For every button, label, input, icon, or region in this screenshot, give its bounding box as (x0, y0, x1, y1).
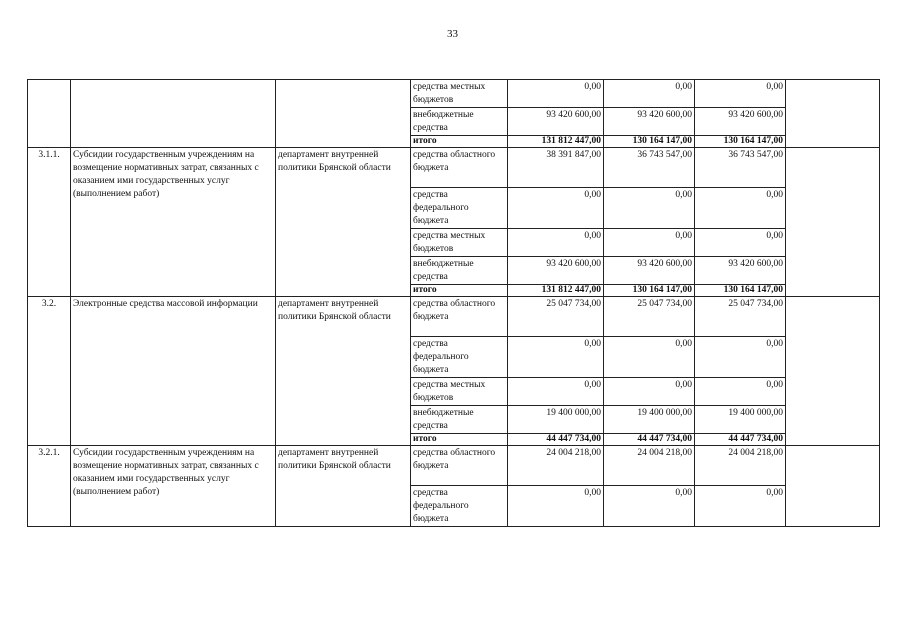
source-label: средства федерального бюджета (411, 337, 508, 378)
amount-cell: 38 391 847,00 (508, 148, 604, 188)
source-label: средства областного бюджета (411, 446, 508, 486)
table-row (28, 297, 880, 337)
name-cell: Субсидии государственным учреждениям на возмещение нормативных затрат, связанных с оказанием ими государственных услуг (выполнением работ) (71, 446, 276, 527)
amount-cell: 130 164 147,00 (695, 285, 786, 297)
source-label: средства местных бюджетов (411, 229, 508, 257)
name-cell (71, 80, 276, 148)
table-row (28, 446, 880, 486)
source-label: внебюджетные средства (411, 406, 508, 434)
amount-cell: 25 047 734,00 (508, 297, 604, 337)
amount-cell: 0,00 (695, 188, 786, 229)
amount-cell: 0,00 (695, 229, 786, 257)
source-label: средства областного бюджета (411, 148, 508, 188)
amount-cell: 0,00 (508, 486, 604, 527)
source-label: средства местных бюджетов (411, 378, 508, 406)
executor-cell (276, 80, 411, 148)
source-label: средства федерального бюджета (411, 486, 508, 527)
amount-cell: 0,00 (604, 337, 695, 378)
amount-cell: 0,00 (508, 378, 604, 406)
code-cell: 3.2. (28, 297, 71, 446)
code-cell (28, 80, 71, 148)
amount-cell: 0,00 (508, 337, 604, 378)
executor-cell: департамент внутренней политики Брянской области (276, 148, 411, 297)
source-label: средства местных бюджетов (411, 80, 508, 108)
empty-cell (786, 446, 880, 527)
amount-cell: 44 447 734,00 (508, 434, 604, 446)
amount-cell: 24 004 218,00 (695, 446, 786, 486)
amount-cell: 0,00 (508, 188, 604, 229)
amount-cell: 0,00 (604, 188, 695, 229)
source-label: итого (411, 285, 508, 297)
budget-table (27, 79, 880, 527)
amount-cell: 24 004 218,00 (508, 446, 604, 486)
amount-cell: 130 164 147,00 (604, 136, 695, 148)
amount-cell: 0,00 (695, 486, 786, 527)
amount-cell: 131 812 447,00 (508, 136, 604, 148)
amount-cell: 131 812 447,00 (508, 285, 604, 297)
amount-cell: 93 420 600,00 (695, 108, 786, 136)
page-number: 33 (447, 28, 458, 40)
empty-cell (786, 148, 880, 297)
amount-cell: 0,00 (508, 80, 604, 108)
amount-cell: 0,00 (695, 378, 786, 406)
amount-cell: 93 420 600,00 (604, 108, 695, 136)
amount-cell: 93 420 600,00 (508, 108, 604, 136)
amount-cell: 93 420 600,00 (604, 257, 695, 285)
amount-cell: 19 400 000,00 (508, 406, 604, 434)
code-cell: 3.2.1. (28, 446, 71, 527)
amount-cell: 19 400 000,00 (604, 406, 695, 434)
amount-cell: 93 420 600,00 (695, 257, 786, 285)
amount-cell: 24 004 218,00 (604, 446, 695, 486)
amount-cell: 25 047 734,00 (695, 297, 786, 337)
source-label: итого (411, 434, 508, 446)
amount-cell: 93 420 600,00 (508, 257, 604, 285)
amount-cell: 36 743 547,00 (695, 148, 786, 188)
executor-cell: департамент внутренней политики Брянской области (276, 446, 411, 527)
empty-cell (786, 297, 880, 446)
amount-cell: 36 743 547,00 (604, 148, 695, 188)
source-label: средства федерального бюджета (411, 188, 508, 229)
source-label: итого (411, 136, 508, 148)
amount-cell: 44 447 734,00 (695, 434, 786, 446)
amount-cell: 0,00 (604, 378, 695, 406)
amount-cell: 44 447 734,00 (604, 434, 695, 446)
amount-cell: 0,00 (508, 229, 604, 257)
name-cell: Электронные средства массовой информации (71, 297, 276, 446)
name-cell: Субсидии государственным учреждениям на возмещение нормативных затрат, связанных с оказанием ими государственных услуг (выполнением работ) (71, 148, 276, 297)
source-label: внебюджетные средства (411, 257, 508, 285)
amount-cell: 0,00 (695, 337, 786, 378)
amount-cell: 0,00 (695, 80, 786, 108)
code-cell: 3.1.1. (28, 148, 71, 297)
amount-cell: 130 164 147,00 (604, 285, 695, 297)
amount-cell: 25 047 734,00 (604, 297, 695, 337)
executor-cell: департамент внутренней политики Брянской области (276, 297, 411, 446)
amount-cell: 0,00 (604, 80, 695, 108)
amount-cell: 130 164 147,00 (695, 136, 786, 148)
amount-cell: 0,00 (604, 486, 695, 527)
source-label: средства областного бюджета (411, 297, 508, 337)
table-row (28, 148, 880, 188)
source-label: внебюджетные средства (411, 108, 508, 136)
table-row (28, 80, 880, 108)
empty-cell (786, 80, 880, 148)
amount-cell: 0,00 (604, 229, 695, 257)
amount-cell: 19 400 000,00 (695, 406, 786, 434)
